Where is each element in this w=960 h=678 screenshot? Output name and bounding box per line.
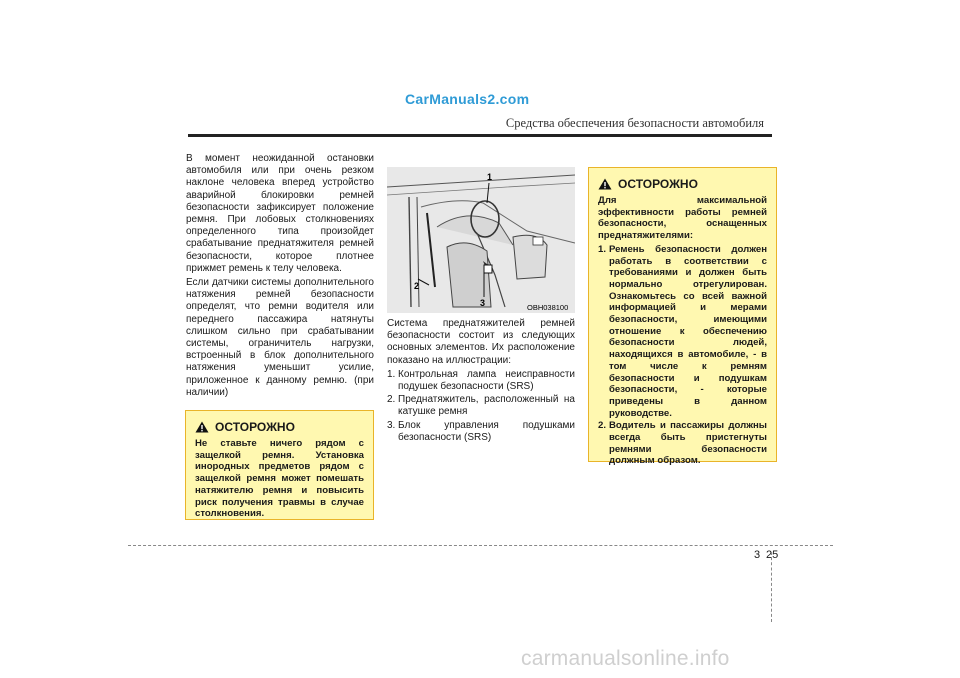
seatbelt-illustration [387,167,575,313]
warning-triangle-icon [195,421,209,433]
figure-callout-2: 2 [414,281,420,291]
paragraph-2: Если датчики системы дополнительного натяжения ремней безопасности определят, что ремни водителя или переднего пассажира натянуты слишком сильно при срабатывании системы, ограничитель нагрузки, встроенный в блок дополнительного натяжения уменьшит усилие, приложенное к данному ремню. (при наличии) [186,277,374,398]
warning-intro: Для максимальной эффективности работы ремней безопасности, оснащенных преднатяжителями: [598,195,767,242]
column-2 [387,318,575,445]
list-item-number: 2. [387,394,396,406]
figure-callout-1: 1 [487,172,493,182]
figure-callout-3: 3 [480,298,486,308]
warning-header [598,177,767,191]
footer-divider [771,552,772,622]
column-2-intro: Система преднатяжителей ремней безопасности состоит из следующих основных элементов. Их расположение показано на иллюстрации: [387,318,575,366]
list-item [598,244,767,420]
footer-rule [128,545,833,546]
list-item-number: 2. [598,420,607,432]
watermark-bottom: carmanualsonline.info [521,647,730,670]
warning-header [195,420,364,434]
list-item-text: Преднатяжитель, расположенный на катушке ремня [398,394,575,418]
list-item-text: Ремень безопасности должен работать в соответствии с требованиями и должен быть нормально отрегулирован. Ознакомьтесь со всей важной информацией и мерами безопасности, имеющими отношение к обеспечению безопасности людей, находящихся в автомобиле, - в том числе к ремням безопасности и подушкам безопасности, - которые приведены в данном руководстве. [609,243,767,419]
column-1 [186,153,374,401]
warning-box-1 [185,410,374,520]
components-list [387,369,575,444]
warning-triangle-icon [598,178,612,190]
list-item [387,420,575,444]
watermark-top: CarManuals2.com [405,91,530,107]
list-item [387,394,575,418]
list-item-number: 3. [387,419,396,431]
warning-title: ОСТОРОЖНО [215,420,295,434]
list-item-number: 1. [387,368,396,380]
car-interior-drawing [387,167,575,313]
page-header-title: Средства обеспечения безопасности автомобиля [505,116,764,130]
figure-code: OBH038100 [527,303,569,312]
list-item-text: Контрольная лампа неисправности подушек безопасности (SRS) [398,368,575,393]
list-item [387,369,575,393]
warning-text: Не ставьте ничего рядом с защелкой ремня. Установка инородных предметов рядом с защелкой ремня может помешать натяжителю ремня и повысить риск получения травмы в случае столкновения. [195,438,364,520]
section-number: 3 [754,549,761,561]
header-rule [188,134,772,137]
paragraph-1: В момент неожиданной остановки автомобиля или при очень резком наклоне человека вперед устройство аварийной блокировки ремней безопасности зафиксирует положение ремня. При лобовых столкновениях определенного типа произойдет срабатывание преднатяжителя ремней безопасности, которое плотнее прижмет ремень к телу человека. [186,153,374,274]
list-item [598,420,767,467]
list-item-text: Блок управления подушками безопасности (SRS) [398,419,575,443]
warning-title: ОСТОРОЖНО [618,177,698,191]
page-number: 25 [766,549,779,561]
warning-box-2 [588,167,777,467]
list-item-text: Водитель и пассажиры должны всегда быть пристегнуты ремнями безопасности должным образом. [609,420,767,467]
warning-list [598,244,767,467]
list-item-number: 1. [598,243,607,255]
